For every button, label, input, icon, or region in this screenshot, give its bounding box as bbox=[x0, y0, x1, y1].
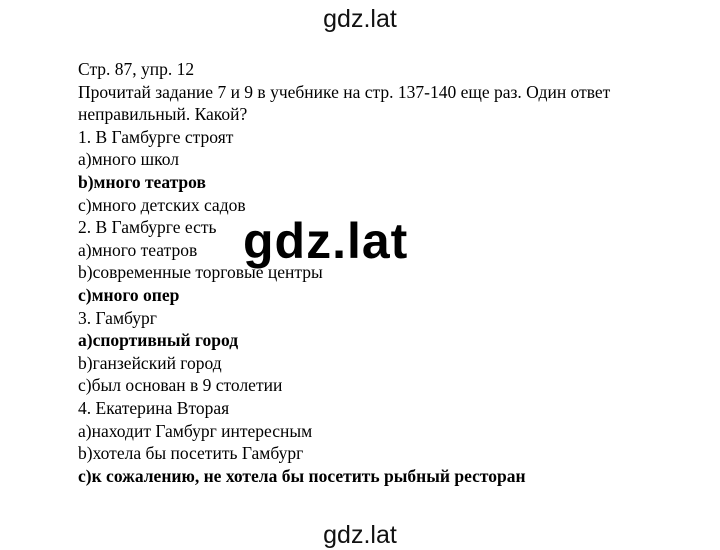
question-4-option-c-answer: c)к сожалению, не хотела бы посетить рыбный ресторан bbox=[78, 465, 526, 486]
question-4-title: 4. Екатерина Вторая bbox=[78, 397, 230, 418]
question-3-option-b: b)ганзейский город bbox=[78, 352, 222, 373]
watermark-top: gdz.lat bbox=[323, 5, 397, 33]
question-2-title: 2. В Гамбурге есть bbox=[78, 217, 217, 238]
question-1-option-b-answer: b)много театров bbox=[78, 171, 206, 192]
watermark-center: gdz.lat bbox=[243, 213, 409, 269]
question-4-option-a: a)находит Гамбург интересным bbox=[78, 420, 313, 441]
question-3-title: 3. Гамбург bbox=[78, 307, 157, 328]
task-instruction: Прочитай задание 7 и 9 в учебнике на стр. 137-140 еще раз. Один ответ неправильный. Какой? bbox=[78, 81, 611, 125]
question-1-option-c: c)много детских садов bbox=[78, 194, 246, 215]
watermark-bottom: gdz.lat bbox=[323, 521, 397, 549]
question-1-option-a: a)много школ bbox=[78, 149, 179, 170]
page-reference: Стр. 87, упр. 12 bbox=[78, 59, 195, 79]
question-2-option-a: a)много театров bbox=[78, 239, 198, 260]
question-2-option-c-answer: c)много опер bbox=[78, 284, 180, 305]
question-2-option-b: b)современные торговые центры bbox=[78, 262, 323, 283]
question-1-title: 1. В Гамбурге строят bbox=[78, 126, 234, 147]
question-3-option-a-answer: a)спортивный город bbox=[78, 330, 239, 351]
question-3-option-c: c)был основан в 9 столетии bbox=[78, 375, 283, 396]
question-4-option-b: b)хотела бы посетить Гамбург bbox=[78, 443, 304, 464]
document-body bbox=[78, 58, 698, 487]
